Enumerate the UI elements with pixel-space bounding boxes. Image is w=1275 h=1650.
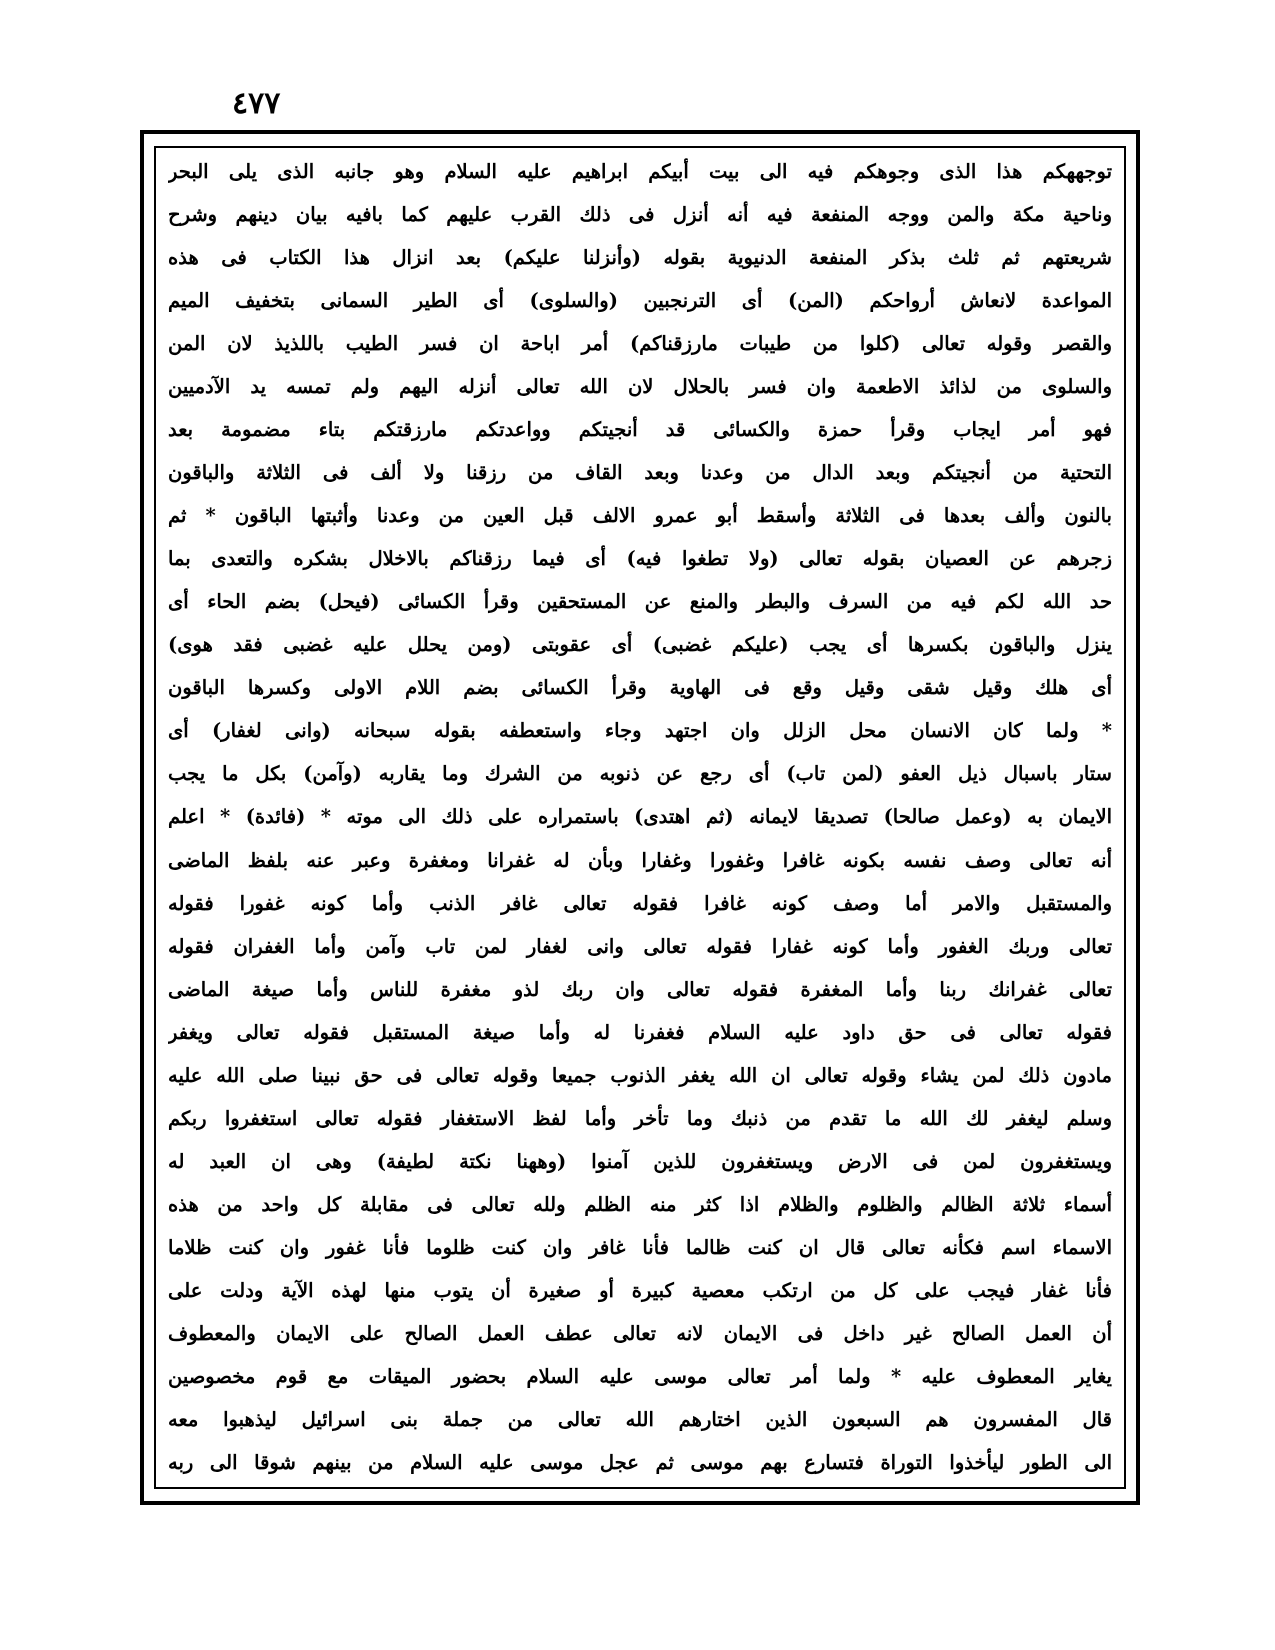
text-line: ستار باسبال ذيل العفو (لمن تاب) أى رجع عن ذنوبه من الشرك وما يقاربه (وآمن) بكل ما يجب — [168, 762, 1112, 786]
text-line: توجههكم هذا الذى وجوهكم فيه الى بيت أبيكم ابراهيم عليه السلام وهو جانبه الذى يلى البحر — [168, 160, 1112, 183]
text-line: وسلم ليغفر لك الله ما تقدم من ذنبك وما تأخر وأما لفظ الاستغفار فقوله تعالى استغفروا ربكم — [168, 1106, 1112, 1130]
text-line: التحتية من أنجيتكم وبعد الدال من وعدنا وبعد القاف من رزقنا ولا ألف فى الثلاثة والباقون — [168, 461, 1112, 485]
text-line: شريعتهم ثم ثلث بذكر المنفعة الدنيوية بقوله (وأنزلنا عليكم) بعد انزال هذا الكتاب فى هذه — [168, 246, 1112, 270]
text-line: فقوله تعالى فى حق داود عليه السلام فغفرنا له وأما صيغة المستقبل فقوله تعالى ويغفر — [168, 1020, 1112, 1044]
text-frame — [154, 146, 1126, 1489]
text-line: فأنا غفار فيجب على كل من ارتكب معصية كبيرة أو صغيرة أن يتوب منها لهذه الآية ودلت على — [168, 1278, 1112, 1302]
text-line: تعالى غفرانك ربنا وأما المغفرة فقوله تعالى وان ربك لذو مغفرة للناس وأما صيغة الماضى — [168, 977, 1112, 1001]
text-line: الايمان به (وعمل صالحا) تصديقا لايمانه (ثم اهتدى) باستمراره على ذلك الى موته * (فائدة) * اعلم — [168, 805, 1112, 829]
text-line: مادون ذلك لمن يشاء وقوله تعالى ان الله يغفر الذنوب جميعا وقوله تعالى فى حق نبينا صلى الله عليه — [168, 1063, 1112, 1087]
text-line: * ولما كان الانسان محل الزلل وان اجتهد وجاء واستعطفه بقوله سبحانه (وانى لغفار) أى — [168, 719, 1112, 743]
text-line: حد الله لكم فيه من السرف والبطر والمنع عن المستحقين وقرأ الكسائى (فيحل) بضم الحاء أى — [168, 590, 1112, 614]
text-line: أى هلك وقيل شقى وقيل وقع فى الهاوية وقرأ الكسائى بضم اللام الاولى وكسرها الباقون — [168, 676, 1112, 700]
text-line: زجرهم عن العصيان بقوله تعالى (ولا تطغوا فيه) أى فيما رزقناكم بالاخلال بشكره والتعدى بما — [168, 547, 1112, 571]
text-line: قال المفسرون هم السبعون الذين اختارهم الله تعالى من جملة بنى اسرائيل ليذهبوا معه — [168, 1407, 1112, 1431]
text-line: بالنون وألف بعدها فى الثلاثة وأسقط أبو عمرو الالف قبل العين من وعدنا وأثبتها الباقون * ثم — [168, 504, 1112, 528]
text-line: أنه تعالى وصف نفسه بكونه غافرا وغفورا وغفارا وبأن له غفرانا ومغفرة وعبر عنه بلفظ الماضى — [168, 848, 1112, 872]
text-line: يغاير المعطوف عليه * ولما أمر تعالى موسى عليه السلام بحضور الميقات مع قوم مخصوصين — [168, 1364, 1112, 1388]
text-line: ويستغفرون لمن فى الارض ويستغفرون للذين آمنوا (وههنا نكتة لطيفة) وهى ان العبد له — [168, 1149, 1112, 1173]
text-line: المواعدة لانعاش أرواحكم (المن) أى الترنجبين (والسلوى) أى الطير السمانى بتخفيف الميم — [168, 289, 1112, 313]
text-line: الاسماء اسم فكأنه تعالى قال ان كنت ظالما فأنا غافر وان كنت ظلوما فأنا غفور وان كنت ظلاما — [168, 1235, 1112, 1259]
text-line: ينزل والباقون بكسرها أى يجب (عليكم غضبى) أى عقوبتى (ومن يحلل عليه غضبى فقد هوى) — [168, 633, 1112, 657]
page-number: ٤٧٧ — [232, 86, 281, 121]
text-line: فهو أمر ايجاب وقرأ حمزة والكسائى قد أنجيتكم وواعدتكم مارزقتكم بتاء مضمومة بعد — [168, 418, 1112, 442]
text-line: أن العمل الصالح غير داخل فى الايمان لانه تعالى عطف العمل الصالح على الايمان والمعطوف — [168, 1321, 1112, 1345]
text-line: والسلوى من لذائذ الاطعمة وان فسر بالحلال لان الله تعالى أنزله اليهم ولم تمسه يد الآدميين — [168, 375, 1112, 399]
text-line: وناحية مكة والمن ووجه المنفعة فيه أنه أنزل فى ذلك القرب عليهم كما بافيه بيان دينهم وشرح — [168, 203, 1112, 227]
text-line: أسماء ثلاثة الظالم والظلوم والظلام اذا كثر منه الظلم ولله تعالى فى مقابلة كل واحد من هذه — [168, 1192, 1112, 1216]
text-line: والقصر وقوله تعالى (كلوا من طيبات مارزقناكم) أمر اباحة ان فسر الطيب باللذيذ لان المن — [168, 332, 1112, 356]
text-line: تعالى وربك الغفور وأما كونه غفارا فقوله تعالى وانى لغفار لمن تاب وآمن وأما الغفران فقوله — [168, 934, 1112, 958]
text-line: الى الطور ليأخذوا التوراة فتسارع بهم موسى ثم عجل موسى عليه السلام من بينهم شوقا الى ربه — [168, 1450, 1112, 1474]
text-line: والمستقبل والامر أما وصف كونه غافرا فقوله تعالى غافر الذنب وأما كونه غفورا فقوله — [168, 891, 1112, 915]
